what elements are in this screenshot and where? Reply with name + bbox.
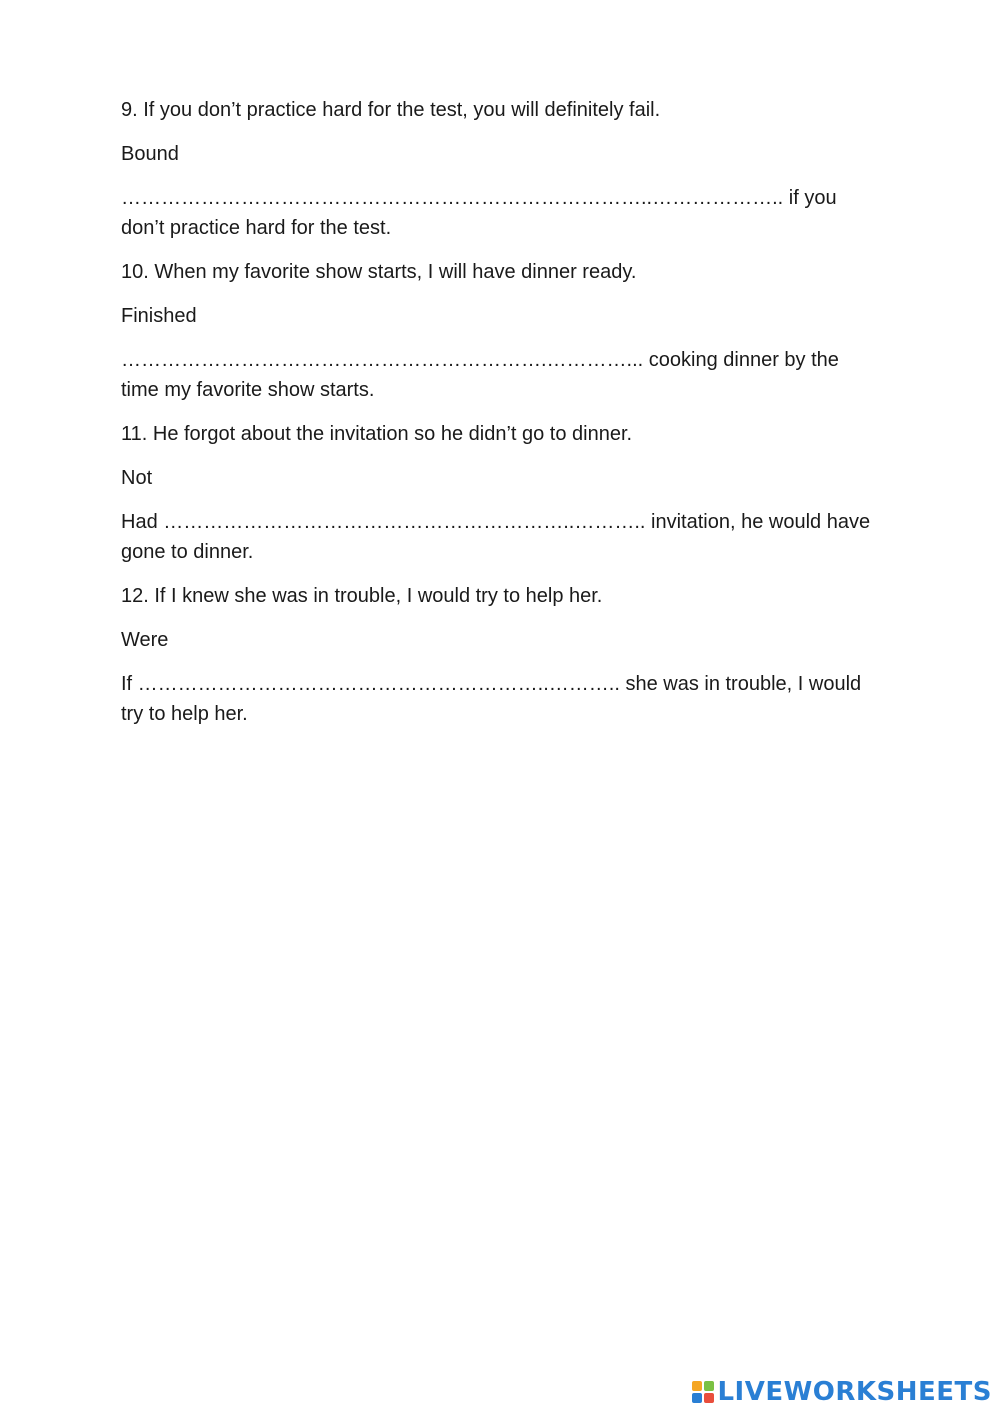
- brand-name: LIVEWORKSHEETS: [717, 1377, 992, 1407]
- question-11: 11. He forgot about the invitation so he didn’t go to dinner.: [121, 423, 633, 445]
- logo-square-4: [704, 1393, 714, 1403]
- answer-line-9: ……………………………………………………………………..……………….. if you don’t practice hard for the test.: [121, 187, 837, 239]
- keyword-12: Were: [121, 629, 169, 651]
- answer-line-11: Had ……………………………………………………..……….. invitation, he would have gone to dinner.: [121, 511, 871, 563]
- question-12: 12. If I knew she was in trouble, I would try to help her.: [121, 585, 603, 607]
- logo-square-1: [692, 1381, 702, 1391]
- answer-line-12: If ……………………………………………………..……….. she was in trouble, I would try to help her.: [121, 673, 862, 725]
- answer-line-10: ……………………………………………………….…………... cooking dinner by the time my favorite show starts.: [121, 349, 839, 401]
- logo-mark-icon: [692, 1381, 714, 1403]
- worksheet-page: [121, 95, 881, 743]
- question-9: 9. If you don’t practice hard for the test, you will definitely fail.: [121, 99, 661, 121]
- liveworksheets-logo: [692, 1377, 992, 1407]
- question-10: 10. When my favorite show starts, I will have dinner ready.: [121, 261, 637, 283]
- logo-square-3: [692, 1393, 702, 1403]
- keyword-9: Bound: [121, 143, 179, 165]
- keyword-10: Finished: [121, 305, 197, 327]
- keyword-11: Not: [121, 467, 153, 489]
- logo-square-2: [704, 1381, 714, 1391]
